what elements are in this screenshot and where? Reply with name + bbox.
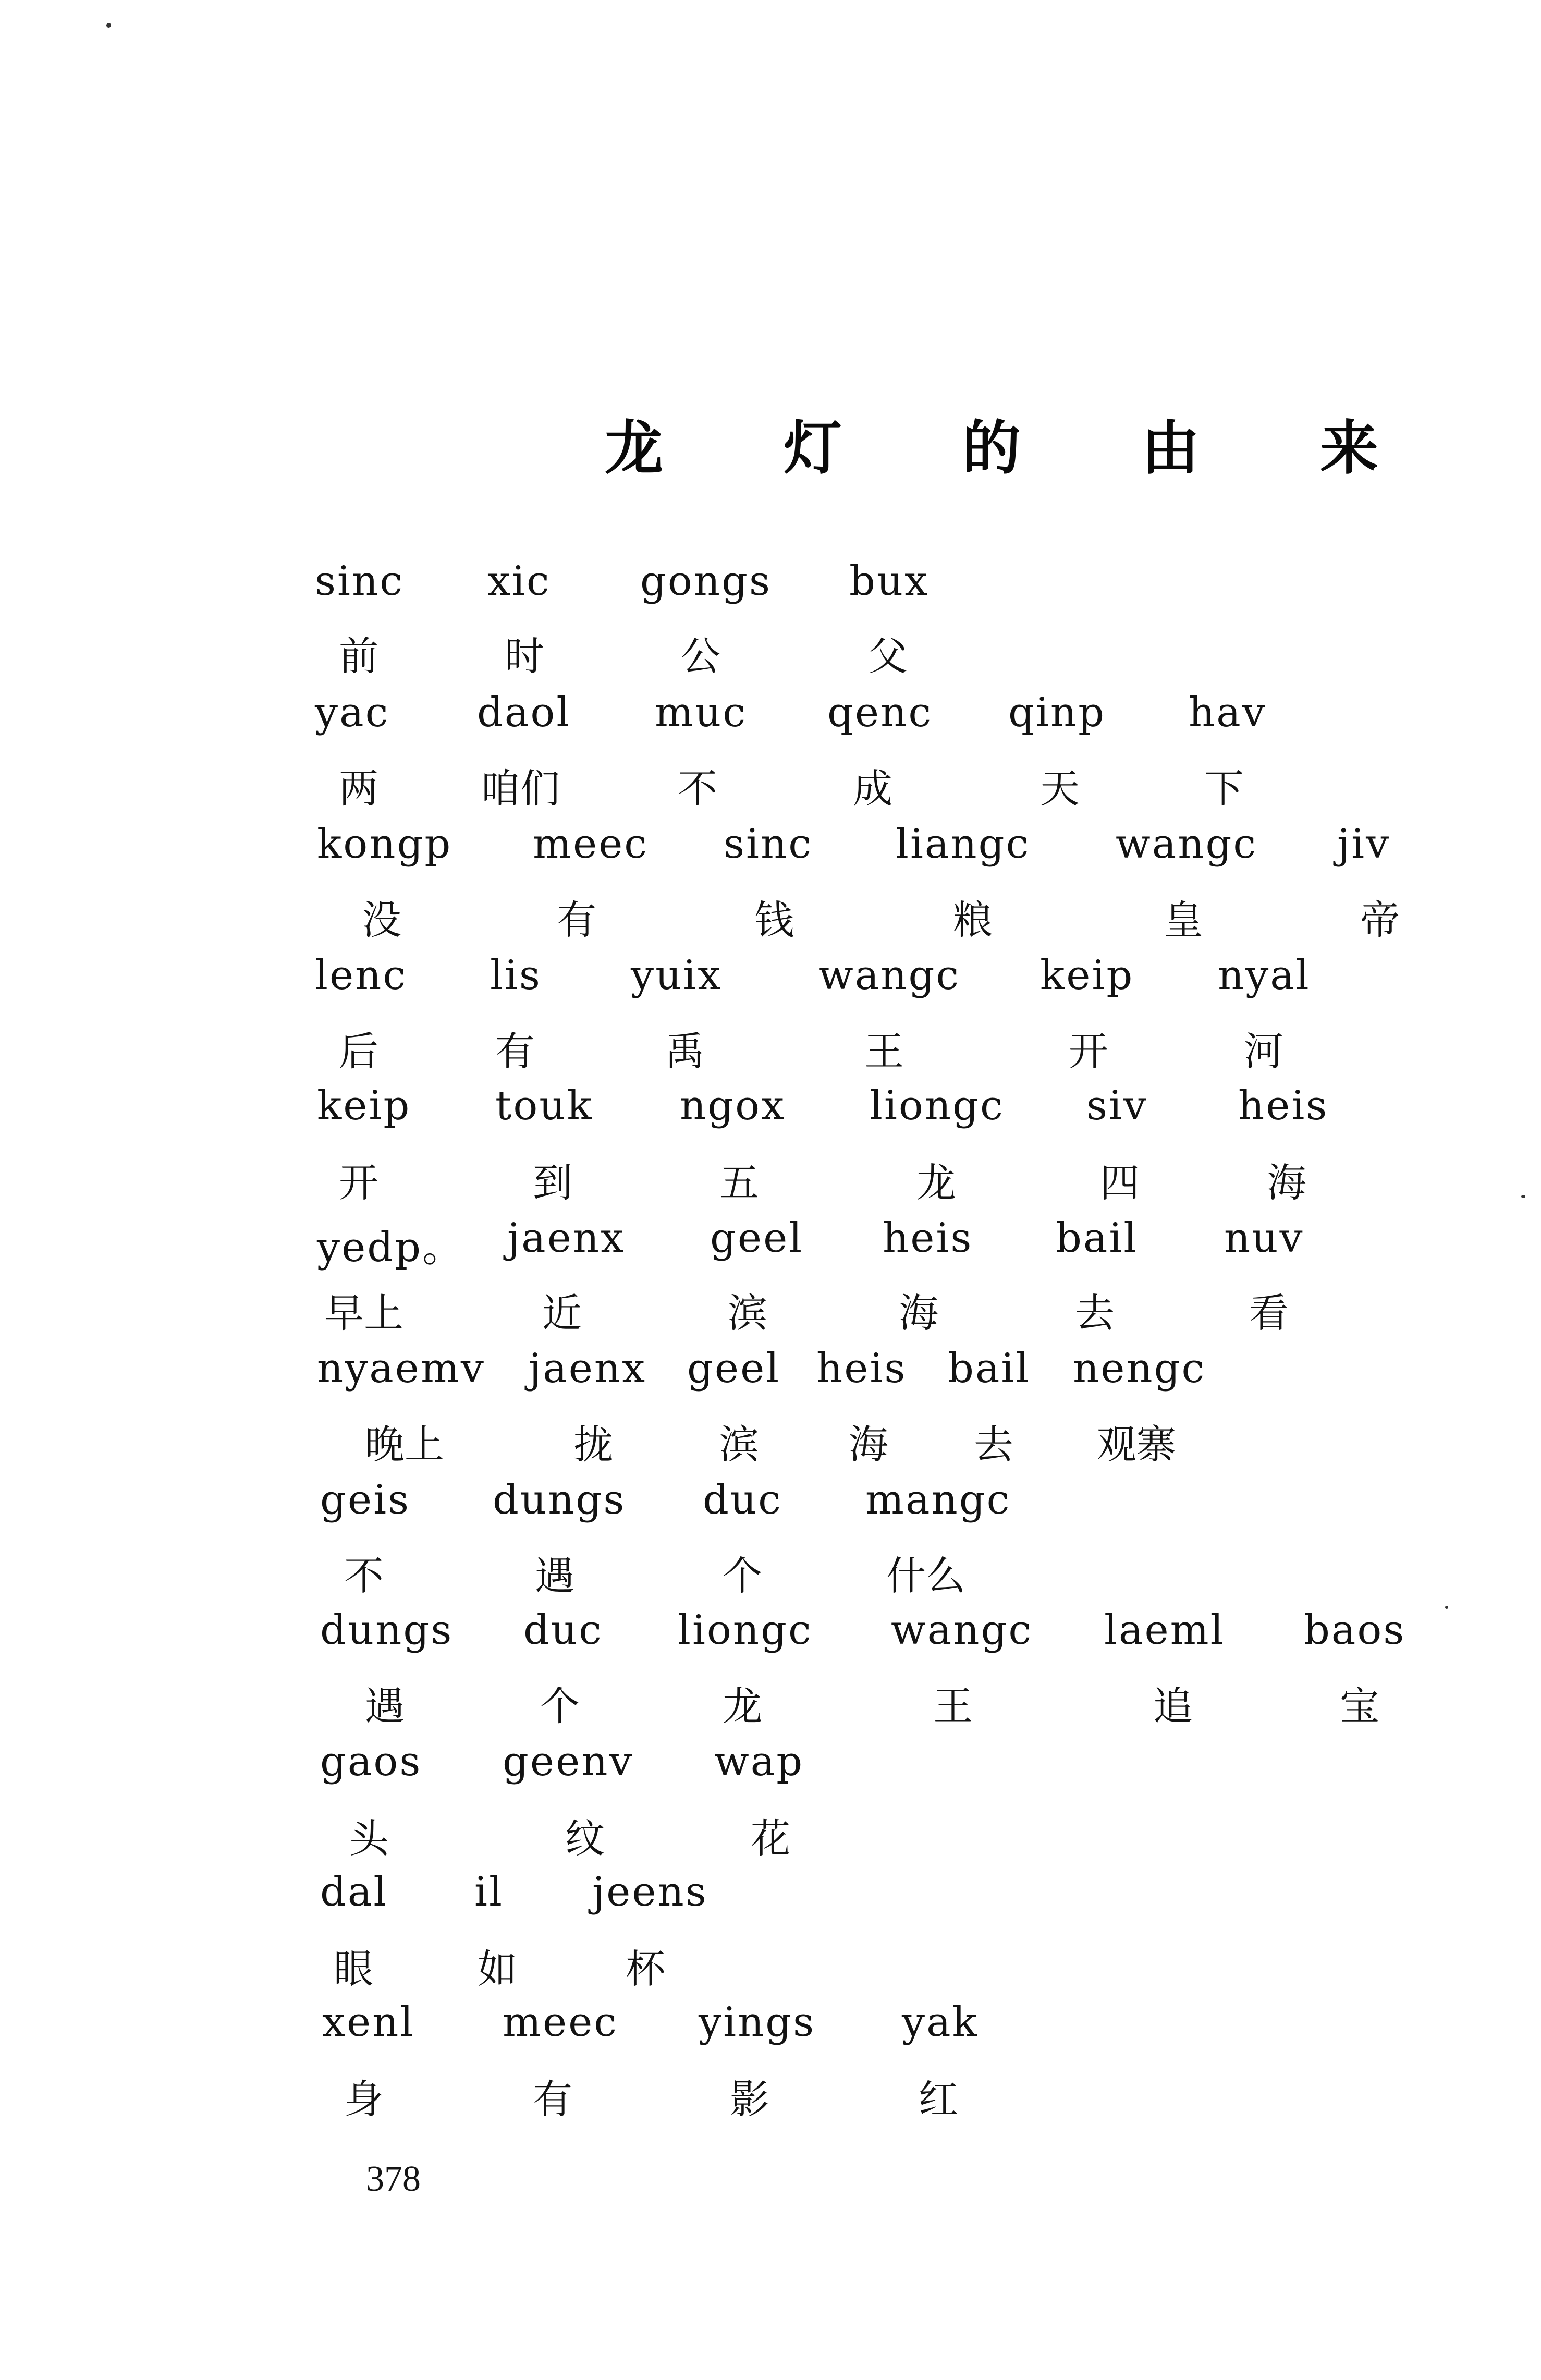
word: 身 [344,2076,384,2122]
line-18 [0,1675,1541,1737]
word: heis [1238,1082,1329,1129]
word: 花 [751,1815,790,1862]
word: duc [703,1476,782,1523]
word: 个 [723,1553,762,1599]
word: 早上 [324,1290,403,1336]
word: lis [490,952,542,999]
word: wangc [1116,821,1258,868]
word: nyaemv [317,1345,485,1392]
word: 纹 [565,1815,605,1862]
word: jaenx [529,1345,647,1392]
word: 下 [1204,765,1244,812]
word: liongc [870,1082,1005,1129]
word: 有 [533,2076,572,2122]
word: yedp。 [317,1224,465,1271]
word: il [474,1869,504,1915]
word: 红 [919,2076,958,2122]
line-20 [0,1807,1541,1870]
word: 河 [1244,1028,1283,1075]
word: 两 [339,765,378,812]
word: dal [320,1869,388,1915]
line-7 [0,952,1541,1015]
word: baos [1304,1607,1406,1654]
line-2 [0,625,1541,687]
word: 有 [495,1028,535,1075]
word: 禹 [665,1028,705,1075]
word: geel [710,1215,804,1262]
line-21 [0,1869,1541,1931]
word: 咱们 [481,765,560,812]
line-14 [0,1413,1541,1475]
word: 杯 [626,1946,665,1992]
word: 有 [557,897,596,943]
word: keip [317,1082,411,1129]
word: bux [849,558,930,605]
word: 海 [849,1421,888,1468]
word: 什么 [886,1553,965,1599]
word: keip [1040,952,1134,999]
word: 个 [540,1683,580,1729]
word: 滨 [728,1290,767,1336]
word: lenc [315,952,408,999]
line-22 [0,1937,1541,2000]
word: 开 [339,1160,378,1206]
word: 如 [478,1946,517,1992]
word: qenc [827,689,933,736]
line-8 [0,1020,1541,1082]
line-23 [0,1999,1541,2061]
word: xic [487,558,551,605]
word: bail [948,1345,1031,1392]
word: geenv [503,1738,634,1785]
line-17 [0,1607,1541,1669]
line-11 [0,1215,1541,1277]
word: 粮 [953,897,993,943]
word: dungs [320,1607,454,1654]
word: 看 [1249,1290,1289,1336]
word: kongp [317,821,452,868]
line-10 [0,1151,1541,1214]
word: 遇 [535,1553,574,1599]
line-24 [0,2068,1541,2130]
word: dungs [493,1476,626,1523]
word: yac [315,689,390,736]
word: 遇 [365,1683,405,1729]
word: 宝 [1340,1683,1379,1729]
line-16 [0,1544,1541,1607]
word: 前 [339,633,378,679]
word: touk [495,1082,593,1129]
word: 滨 [719,1421,759,1468]
word: 去 [974,1421,1013,1468]
word: geis [320,1476,411,1523]
word: wangc [891,1607,1033,1654]
word: ngox [680,1082,786,1129]
word: 龙 [916,1160,956,1206]
word: 近 [542,1290,582,1336]
word: siv [1086,1082,1148,1129]
word: muc [655,689,747,736]
word: 海 [1267,1160,1306,1206]
word: 眼 [334,1946,373,1992]
word: yings [699,1999,816,2046]
word: hav [1189,689,1267,736]
scan-speck [1521,1195,1525,1198]
word: 王 [864,1028,904,1075]
word: duc [523,1607,603,1654]
line-6 [0,888,1541,951]
scan-speck [1445,1606,1448,1609]
word: 时 [505,633,544,679]
word: 不 [344,1553,384,1599]
word: liangc [896,821,1031,868]
word: 四 [1100,1160,1140,1206]
word: geel [687,1345,781,1392]
word: nuv [1224,1215,1304,1262]
word: 去 [1075,1290,1115,1336]
page-number: 378 [366,2159,421,2199]
word: wangc [818,952,961,999]
word: meec [503,1999,618,2046]
word: 观寨 [1097,1421,1176,1468]
line-4 [0,757,1541,820]
word: laeml [1104,1607,1225,1654]
word: wap [714,1738,804,1785]
word: nengc [1073,1345,1206,1392]
word: 五 [719,1160,759,1206]
line-3 [0,689,1541,752]
word: 钱 [754,897,794,943]
line-12 [0,1281,1541,1344]
word: 没 [362,897,401,943]
line-13 [0,1345,1541,1408]
word: gongs [640,558,772,605]
word: 开 [1069,1028,1108,1075]
word: yak [902,1999,979,2046]
word: 父 [868,633,908,679]
line-19 [0,1738,1541,1801]
word: 公 [681,633,720,679]
word: 不 [678,765,717,812]
word: 后 [339,1028,378,1075]
line-15 [0,1476,1541,1539]
word: heis [883,1215,973,1262]
word: 皇 [1164,897,1203,943]
scan-speck [106,23,111,28]
word: meec [533,821,649,868]
word: sinc [315,558,404,605]
word: liongc [678,1607,813,1654]
line-9 [0,1082,1541,1145]
word: bail [1056,1215,1139,1262]
word: 龙 [723,1683,762,1729]
word: 影 [730,2076,769,2122]
word: jeens [592,1869,708,1915]
page-title: 龙 灯 的 由 来 [605,414,1428,482]
word: 到 [533,1160,572,1206]
word: gaos [320,1738,422,1785]
word: nyal [1218,952,1311,999]
line-5 [0,821,1541,883]
word: 追 [1153,1683,1193,1729]
word: sinc [724,821,813,868]
line-1 [0,558,1541,620]
word: qinp [1008,689,1106,736]
word: 天 [1040,765,1080,812]
word: mangc [865,1476,1011,1523]
word: 成 [853,765,892,812]
word: daol [477,689,571,736]
word: heis [816,1345,907,1392]
word: 拢 [573,1421,613,1468]
word: 头 [349,1815,389,1862]
word: jaenx [507,1215,626,1262]
word: 晚上 [365,1421,444,1468]
word: yuix [631,952,723,999]
word: jiv [1337,821,1391,868]
word: 王 [933,1683,973,1729]
word: 海 [899,1290,938,1336]
word: xenl [322,1999,415,2046]
word: 帝 [1360,897,1400,943]
